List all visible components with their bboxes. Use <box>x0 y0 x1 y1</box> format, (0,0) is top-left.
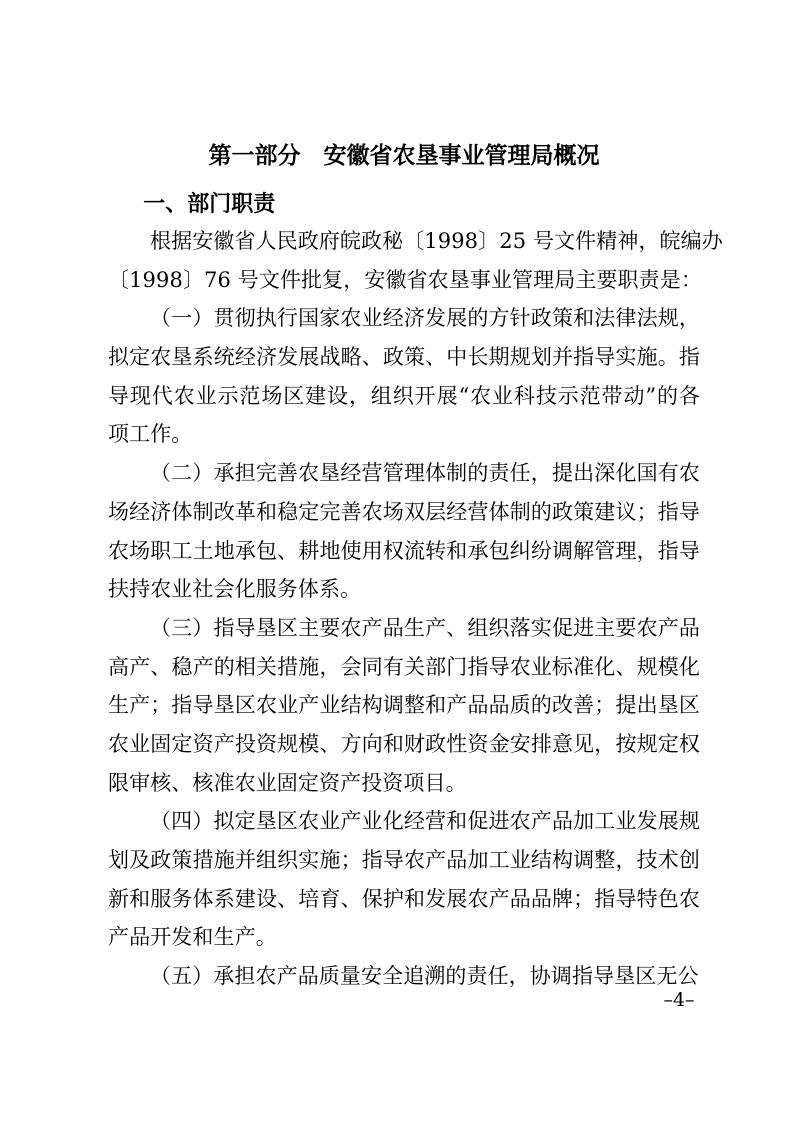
body-line: 农业固定资产投资规模、方向和财政性资金安排意见，按规定权 <box>108 731 700 756</box>
body-line: 场经济体制改革和稳定完善农场双层经营体制的政策建议；指导 <box>108 499 700 524</box>
document-content <box>108 140 723 996</box>
document-body <box>108 222 723 996</box>
body-line: 限审核、核准农业固定资产投资项目。 <box>108 770 467 795</box>
document-title: 第一部分 安徽省农垦事业管理局概况 <box>208 143 600 169</box>
section-heading: 一、部门职责 <box>143 192 276 217</box>
body-line: 农场职工土地承包、耕地使用权流转和承包纠纷调解管理，指导 <box>108 538 700 563</box>
body-line: 导现代农业示范场区建设，组织开展“农业科技示范带动”的各 <box>108 383 700 408</box>
body-line: 高产、稳产的相关措施，会同有关部门指导农业标准化、规模化 <box>108 654 700 679</box>
body-line: （五）承担农产品质量安全追溯的责任，协调指导垦区无公 <box>150 964 699 989</box>
body-line: 划及政策措施并组织实施；指导农产品加工业结构调整，技术创 <box>108 848 700 872</box>
page-number: –4– <box>663 989 695 1011</box>
body-line: 根据安徽省人民政府皖政秘〔1998〕25 号文件精神，皖编办 <box>150 229 723 253</box>
body-line: 生产；指导垦区农业产业结构调整和产品品质的改善；提出垦区 <box>108 693 700 718</box>
body-line: 拟定农垦系统经济发展战略、政策、中长期规划并指导实施。指 <box>108 345 700 370</box>
body-line: 扶持农业社会化服务体系。 <box>108 577 362 602</box>
body-line: 〔1998〕76 号文件批复，安徽省农垦事业管理局主要职责是： <box>108 267 702 292</box>
body-line: （一）贯彻执行国家农业经济发展的方针政策和法律法规， <box>150 306 700 331</box>
body-line: （四）拟定垦区农业产业化经营和促进农产品加工业发展规 <box>150 809 700 834</box>
body-line: 产品开发和生产。 <box>108 925 277 950</box>
body-line: （二）承担完善农垦经营管理体制的责任，提出深化国有农 <box>150 461 700 486</box>
body-line: 项工作。 <box>108 422 193 447</box>
body-line: 新和服务体系建设、培育、保护和发展农产品品牌；指导特色农 <box>108 886 700 911</box>
body-line: （三）指导垦区主要农产品生产、组织落实促进主要农产品 <box>150 615 700 640</box>
